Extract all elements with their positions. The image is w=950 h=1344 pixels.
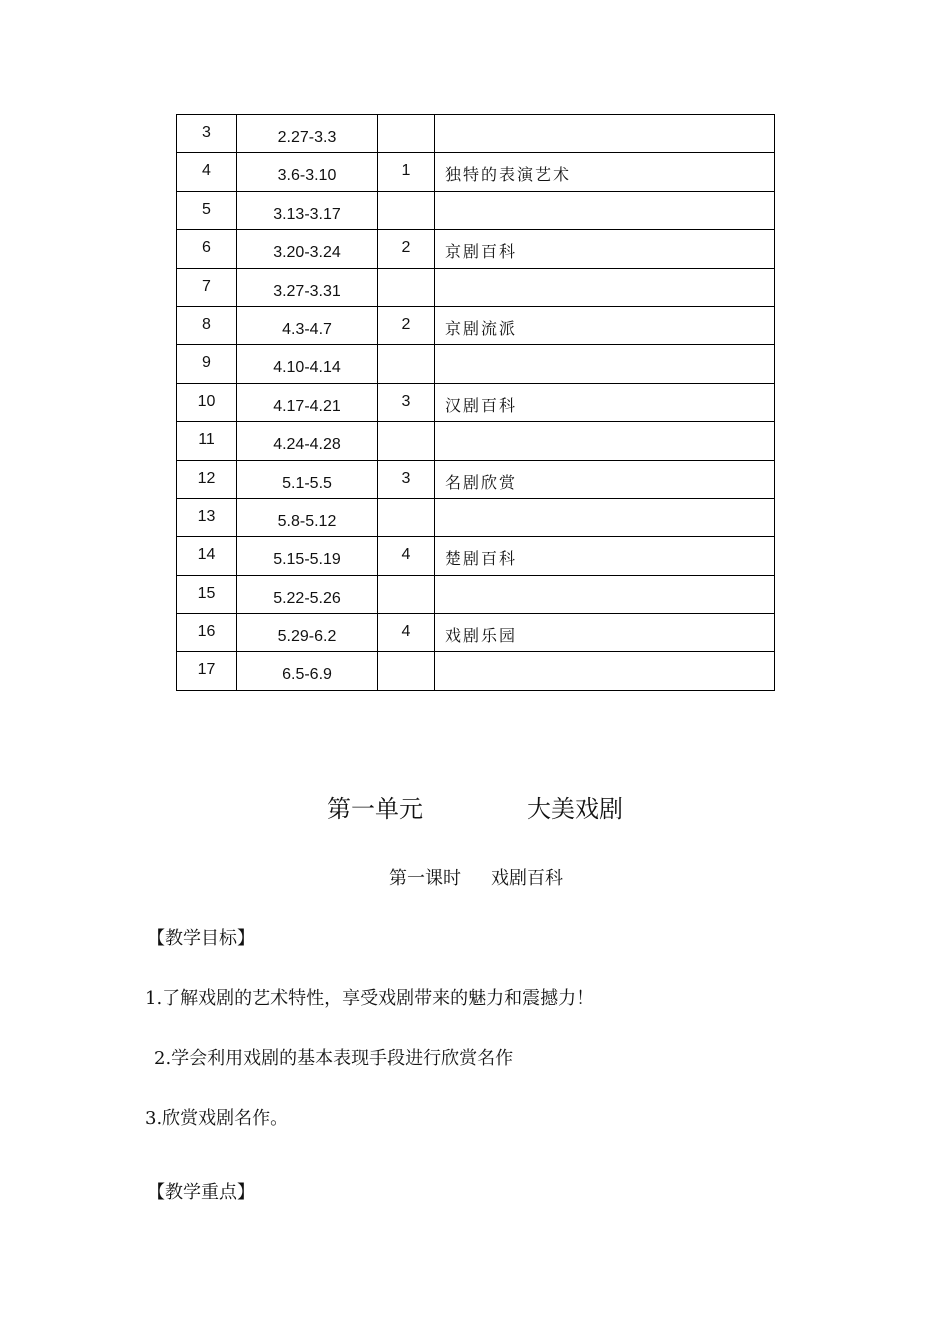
lesson-name: 戏剧百科 (491, 868, 563, 889)
table-row (177, 345, 775, 383)
dates-cell (237, 537, 378, 575)
content-cell (435, 191, 775, 229)
week-cell-text: 8 (202, 315, 211, 333)
content-cell (435, 383, 775, 421)
content-cell-text: 京剧流派 (445, 318, 518, 338)
dates-cell (237, 306, 378, 344)
dates-cell (237, 268, 378, 306)
objective-item-1: 1.了解戏剧的艺术特性，享受戏剧带来的魅力和震撼力！ (145, 988, 595, 1009)
lesson-cell (378, 498, 435, 536)
dates-cell (237, 498, 378, 536)
lesson-cell (378, 614, 435, 652)
content-cell (435, 652, 775, 690)
lesson-cell-text: 1 (401, 162, 411, 180)
dates-cell (237, 383, 378, 421)
content-cell-text: 戏剧乐园 (445, 626, 518, 646)
dates-cell (237, 652, 378, 690)
objectives-heading: 【教学目标】 (147, 928, 255, 949)
week-cell-text: 5 (202, 200, 211, 218)
dates-cell-text: 3.13-3.17 (273, 205, 341, 223)
content-cell-text: 汉剧百科 (445, 395, 518, 415)
content-cell (435, 460, 775, 498)
table-row (177, 306, 775, 344)
content-cell (435, 537, 775, 575)
table-row (177, 230, 775, 268)
lesson-cell (378, 537, 435, 575)
table-row (177, 460, 775, 498)
week-cell (177, 614, 237, 652)
table-row (177, 537, 775, 575)
lesson-cell-text: 3 (401, 469, 411, 487)
table-row (177, 422, 775, 460)
week-cell (177, 575, 237, 613)
lesson-cell (378, 422, 435, 460)
content-cell (435, 230, 775, 268)
content-cell-text: 楚剧百科 (445, 549, 518, 569)
dates-cell-text: 3.27-3.31 (273, 282, 341, 300)
dates-cell-text: 4.10-4.14 (273, 359, 341, 377)
lesson-cell (378, 460, 435, 498)
schedule-body (177, 115, 775, 691)
week-cell-text: 16 (197, 623, 216, 641)
week-cell-text: 17 (197, 661, 216, 679)
dates-cell (237, 115, 378, 153)
week-cell-text: 6 (202, 239, 211, 257)
key-points-heading: 【教学重点】 (147, 1182, 255, 1203)
lesson-cell (378, 345, 435, 383)
week-cell (177, 498, 237, 536)
dates-cell-text: 2.27-3.3 (277, 129, 337, 146)
objective-item-2: 2.学会利用戏剧的基本表现手段进行欣赏名作 (154, 1048, 514, 1069)
unit-title (0, 789, 950, 824)
table-row (177, 191, 775, 229)
week-cell-text: 3 (202, 124, 211, 141)
lesson-cell (378, 652, 435, 690)
week-cell-text: 7 (202, 277, 211, 295)
content-cell (435, 614, 775, 652)
lesson-cell (378, 153, 435, 191)
lesson-cell-text: 2 (401, 315, 411, 333)
week-cell-text: 15 (197, 584, 216, 602)
week-cell (177, 383, 237, 421)
week-cell (177, 306, 237, 344)
dates-cell (237, 422, 378, 460)
content-cell (435, 575, 775, 613)
dates-cell (237, 153, 378, 191)
content-cell (435, 268, 775, 306)
week-cell (177, 460, 237, 498)
dates-cell-text: 5.29-6.2 (277, 628, 337, 646)
week-cell (177, 268, 237, 306)
week-cell-text: 13 (197, 507, 216, 525)
week-cell (177, 115, 237, 153)
content-cell (435, 115, 775, 153)
week-cell (177, 191, 237, 229)
week-cell (177, 652, 237, 690)
content-cell (435, 306, 775, 344)
week-cell-text: 12 (197, 469, 216, 487)
lesson-cell-text: 2 (401, 239, 411, 257)
dates-cell-text: 5.1-5.5 (282, 474, 332, 492)
lesson-cell (378, 191, 435, 229)
week-cell (177, 153, 237, 191)
lesson-title (0, 864, 950, 890)
content-cell (435, 345, 775, 383)
dates-cell-text: 4.17-4.21 (273, 397, 341, 415)
dates-cell (237, 230, 378, 268)
content-cell (435, 153, 775, 191)
dates-cell (237, 460, 378, 498)
content-cell (435, 498, 775, 536)
table-row (177, 115, 775, 153)
dates-cell (237, 614, 378, 652)
dates-cell-text: 4.3-4.7 (282, 320, 332, 338)
week-cell-text: 9 (202, 354, 211, 372)
unit-number: 第一单元 (327, 795, 423, 823)
dates-cell-text: 5.22-5.26 (273, 589, 341, 607)
dates-cell-text: 6.5-6.9 (282, 666, 332, 684)
table-row (177, 498, 775, 536)
week-cell-text: 10 (197, 392, 216, 410)
dates-cell-text: 3.6-3.10 (277, 167, 337, 185)
lesson-cell (378, 383, 435, 421)
unit-name: 大美戏剧 (527, 795, 623, 823)
lesson-cell (378, 575, 435, 613)
week-cell (177, 345, 237, 383)
lesson-cell-text: 4 (401, 546, 411, 564)
dates-cell (237, 191, 378, 229)
dates-cell-text: 5.8-5.12 (277, 512, 337, 530)
objective-item-3: 3.欣赏戏剧名作。 (145, 1108, 289, 1129)
content-cell-text: 京剧百科 (445, 242, 518, 262)
lesson-cell (378, 268, 435, 306)
week-cell-text: 11 (198, 431, 215, 449)
week-cell-text: 4 (202, 162, 211, 180)
table-row (177, 652, 775, 690)
week-cell (177, 422, 237, 460)
content-cell-text: 独特的表演艺术 (445, 165, 572, 185)
dates-cell-text: 3.20-3.24 (273, 244, 341, 262)
schedule-table (176, 114, 775, 691)
dates-cell-text: 4.24-4.28 (273, 436, 341, 454)
table-row (177, 614, 775, 652)
table-row (177, 575, 775, 613)
dates-cell-text: 5.15-5.19 (273, 551, 341, 569)
dates-cell (237, 345, 378, 383)
week-cell-text: 14 (197, 546, 216, 564)
table-row (177, 153, 775, 191)
week-cell (177, 230, 237, 268)
table-row (177, 383, 775, 421)
lesson-number: 第一课时 (389, 868, 461, 889)
lesson-cell (378, 306, 435, 344)
lesson-cell-text: 3 (401, 392, 411, 410)
lesson-cell-text: 4 (401, 623, 411, 641)
content-cell-text: 名剧欣赏 (445, 472, 518, 492)
lesson-cell (378, 230, 435, 268)
content-cell (435, 422, 775, 460)
table-row (177, 268, 775, 306)
lesson-cell (378, 115, 435, 153)
dates-cell (237, 575, 378, 613)
week-cell (177, 537, 237, 575)
